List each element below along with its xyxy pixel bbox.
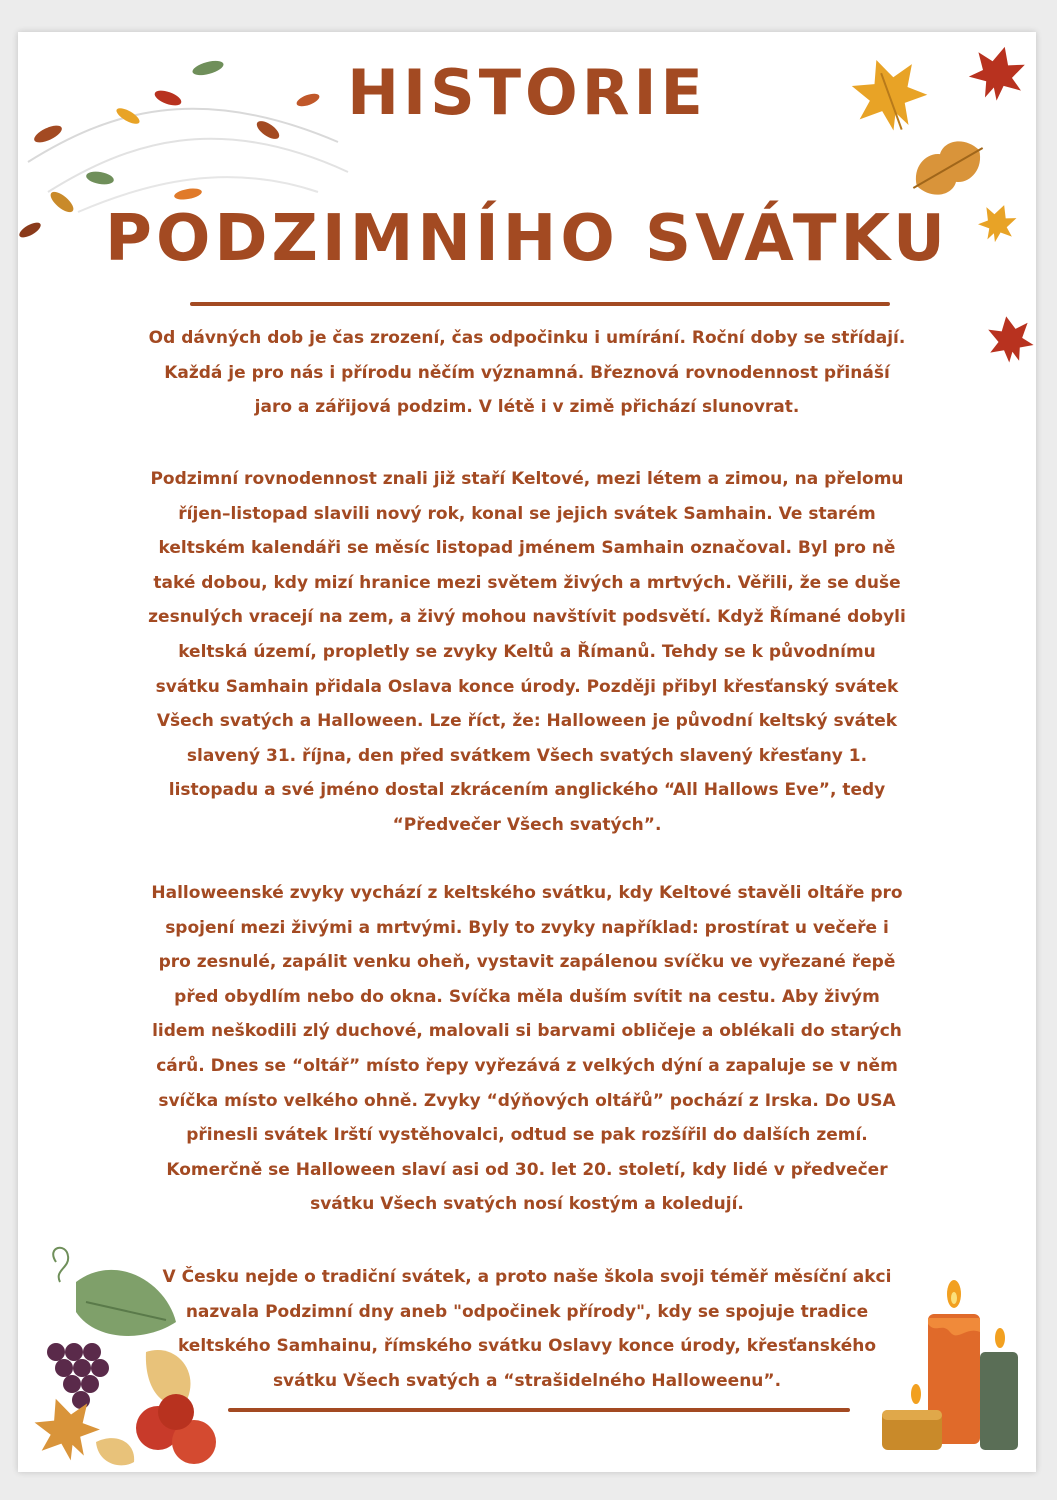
document-page <box>18 32 1036 1472</box>
page-title-line-1: HISTORIE <box>347 56 707 129</box>
paragraph-intro: Od dávných dob je čas zrození, čas odpočinku i umírání. Roční doby se střídají. Každá je pro nás i přírodu něčím významná. Březnová rovnodennost přináší jaro a zářijová podzim. V létě i v zimě přichází slunovrat. <box>148 328 906 418</box>
paragraph-customs: Halloweenské zvyky vychází z keltského svátku, kdy Keltové stavěli oltáře pro spojení mezi živými a mrtvými. Byly to zvyky například: prostírat u večeře i pro zesnulé, zapálit venku oheň, vystavit zapálenou svíčku ve vyřezané řepě před obydlím nebo do okna. Svíčka měla duším svítit na cestu. Aby živým lidem neškodili zlý duchové, malovali si barvami obličeje a oblékali do starých cárů. Dnes se “oltář” místo řepy vyřezává z velkých dýní a zapaluje se v něm svíčka místo velkého ohně. Zvyky “dýňových oltářů” pochází z Irska. Do USA přinesli svátek Irští vystěhovalci, odtud se pak rozšířil do dalších zemí. Komerčně se Halloween slaví asi od 30. let 20. století, kdy lidé v předvečer svátku Všech svatých nosí kostým a koledují. <box>151 883 903 1215</box>
page-title-line-2: PODZIMNÍHO SVÁTKU <box>105 202 949 276</box>
bottom-divider <box>228 1408 850 1412</box>
paragraph-czech: V Česku nejde o tradiční svátek, a proto naše škola svoji téměř měsíční akci nazvala Podzimní dny aneb "odpočinek přírody", kdy se spojuje tradice keltského Samhainu, římského svátku Oslavy konce úrody, křesťanského svátku Všech svatých a “strašidelného Halloweenu”. <box>162 1267 892 1391</box>
candles-icon <box>876 1272 1026 1472</box>
paragraph-samhain: Podzimní rovnodennost znali již staří Keltové, mezi létem a zimou, na přelomu říjen–listopad slavili nový rok, konal se jejich svátek Samhain. Ve starém keltském kalendáři se měsíc listopad jménem Samhain označoval. Byl pro ně také dobou, kdy mizí hranice mezi světem živých a mrtvých. Věřili, že se duše zesnulých vracejí na zem, a živý mohou navštívit podsvětí. Když Římané dobyli keltská území, propletly se zvyky Keltů a Římanů. Tehdy se k původnímu svátku Samhain přidala Oslava konce úrody. Později přibyl křesťanský svátek Všech svatých a Halloween. Lze říct, že: Halloween je původní keltský svátek slavený 31. října, den před svátkem Všech svatých slavený křesťany 1. listopadu a své jméno dostal zkrácením anglického “All Hallows Eve”, tedy “Předvečer Všech svatých”. <box>148 469 906 835</box>
harvest-fruit-icon <box>26 1242 226 1472</box>
title-divider <box>190 302 890 306</box>
